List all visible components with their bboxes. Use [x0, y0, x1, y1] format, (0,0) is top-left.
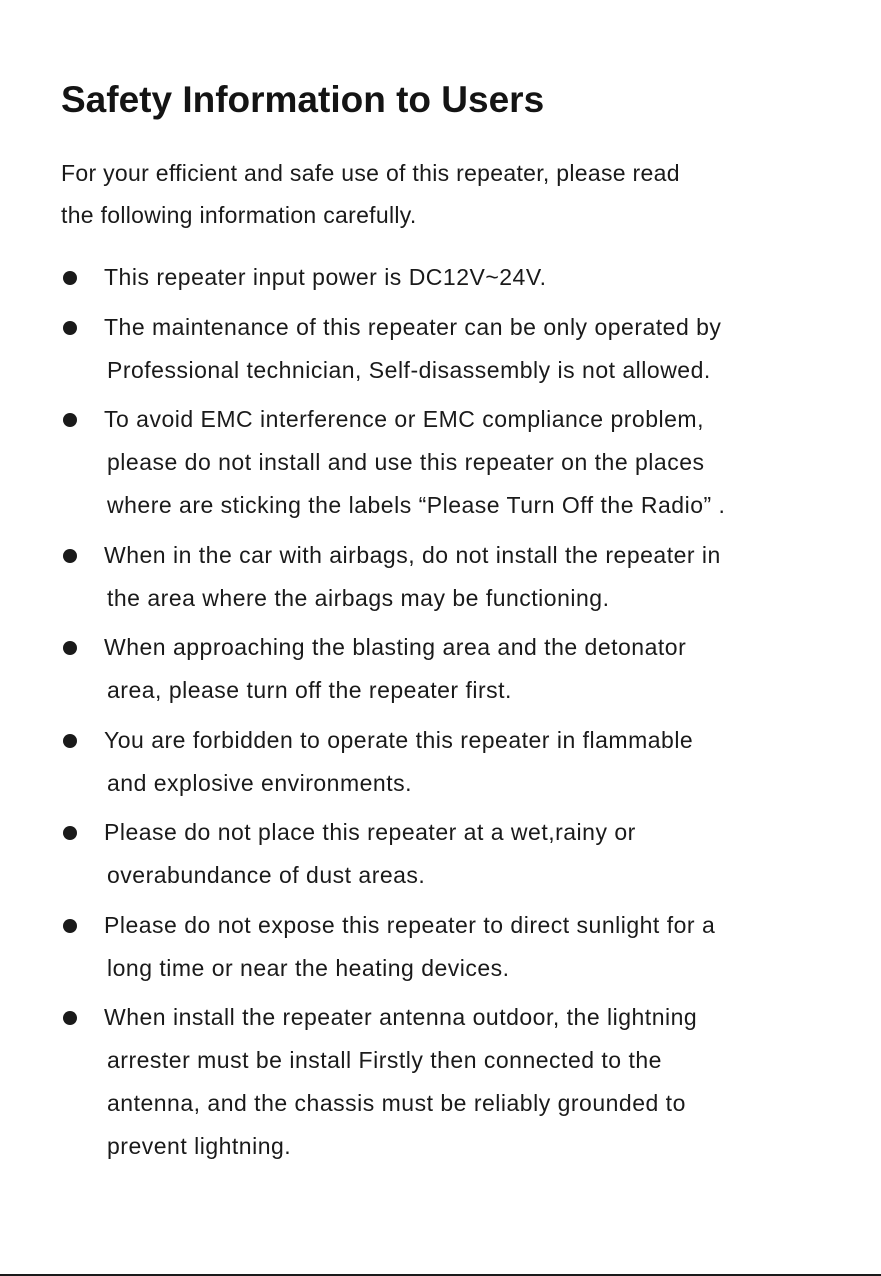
safety-item: [0, 306, 725, 392]
safety-item-text: prevent lightning.: [107, 1133, 292, 1159]
safety-item-text: The maintenance of this repeater can be only operated by: [104, 313, 722, 340]
safety-item: [0, 811, 725, 897]
bullet-icon: [63, 413, 77, 427]
safety-item-text: area, please turn off the repeater first.: [107, 677, 512, 703]
safety-item-text: This repeater input power is DC12V~24V.: [104, 264, 547, 290]
safety-item-text: Please do not expose this repeater to direct sunlight for a: [104, 911, 716, 938]
safety-item-text: Professional technician, Self-disassembly is not allowed.: [107, 356, 711, 383]
safety-item-text: When approaching the blasting area and the detonator: [104, 634, 687, 660]
safety-item: [0, 626, 725, 712]
intro-line: For your efficient and safe use of this repeater, please read: [61, 160, 680, 186]
page-title: Safety Information to Users: [61, 79, 545, 120]
safety-item-text: arrester must be install Firstly then connected to the: [107, 1047, 662, 1073]
bullet-icon: [63, 321, 77, 335]
safety-item: [0, 719, 725, 805]
safety-list: [0, 256, 725, 1175]
safety-item-text: Please do not place this repeater at a wet,rainy or: [104, 819, 636, 845]
safety-item-text: long time or near the heating devices.: [107, 954, 510, 981]
safety-item-text: You are forbidden to operate this repeater in flammable: [104, 726, 694, 753]
safety-item: [0, 256, 725, 299]
safety-item-text: To avoid EMC interference or EMC compliance problem,: [104, 406, 704, 432]
safety-item-text: and explosive environments.: [107, 769, 412, 796]
safety-item-text: the area where the airbags may be functioning.: [107, 584, 610, 611]
safety-item: [0, 904, 725, 990]
bullet-icon: [63, 641, 77, 655]
safety-item: [0, 996, 725, 1168]
intro-line: the following information carefully.: [61, 202, 417, 228]
safety-item-text: where are sticking the labels “Please Turn Off the Radio” .: [107, 492, 726, 518]
safety-item-text: When in the car with airbags, do not install the repeater in: [104, 541, 721, 568]
bullet-icon: [63, 549, 77, 563]
safety-item-text: antenna, and the chassis must be reliably grounded to: [107, 1090, 686, 1116]
bullet-icon: [63, 734, 77, 748]
bullet-icon: [63, 271, 77, 285]
safety-item: [0, 398, 725, 527]
safety-item: [0, 534, 725, 620]
safety-item-text: overabundance of dust areas.: [107, 862, 426, 888]
bullet-icon: [63, 1011, 77, 1025]
bullet-icon: [63, 919, 77, 933]
safety-item-text: When install the repeater antenna outdoor, the lightning: [104, 1004, 698, 1030]
safety-item-text: please do not install and use this repeater on the places: [107, 449, 705, 475]
intro-paragraph: [61, 152, 680, 236]
bullet-icon: [63, 826, 77, 840]
